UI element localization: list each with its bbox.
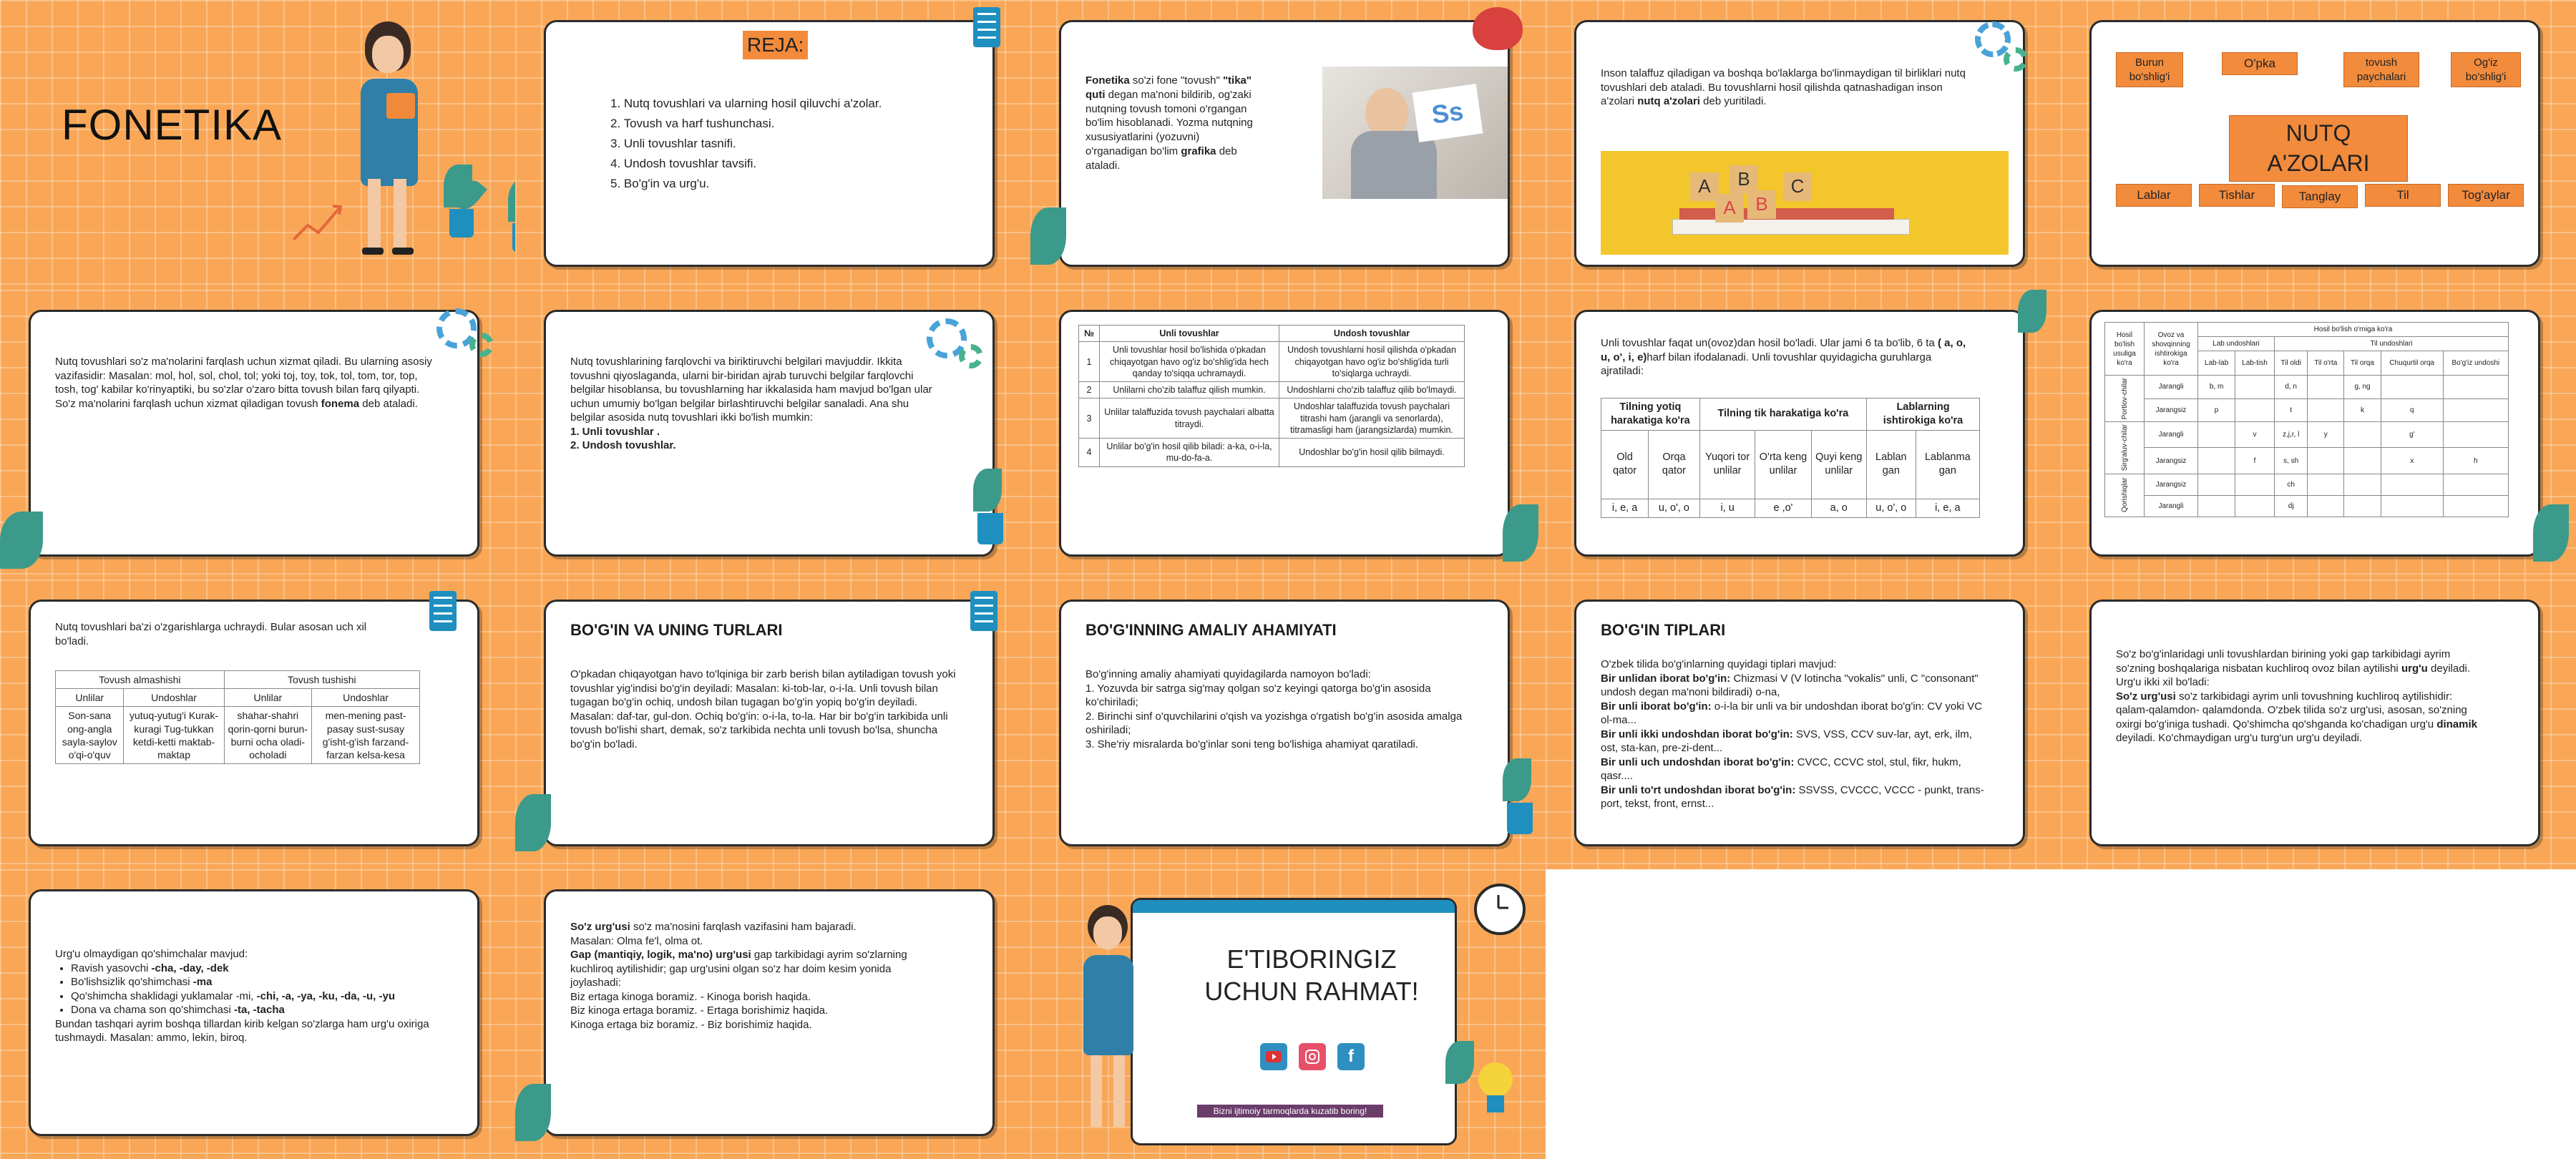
fonetika-definition: Fonetika so'zi fone "tovush" "tika" quti degan ma'noni bildirib, og'zaki nutqning tovush tomoni o'rgangan bo'lim hisoblanadi. Yozma nutqning xususiyatlarini (yozuvni) o'rganadigan bo'lim grafika deb ataladi.	[1085, 74, 1253, 172]
slide-heading: BO'G'IN VA UNING TURLARI	[570, 621, 783, 639]
slide-card	[2089, 20, 2540, 267]
gear-icon	[2004, 47, 2028, 72]
table-row: 1 Unli tovushlar hosil bo'lishida o'pkadan chiqayotgan havo og'iz bo'shlig'ida hech qanday to'siqqa uchramaydi. Undosh tovushlarni hosil qilishda o'pkadan chiqayotgan havo og'iz bo'shlig'ida turli to'siqlarga uchraydi.	[1079, 342, 1465, 382]
thank-you-board	[1131, 898, 1457, 1145]
list-item: • Qo'shimcha shaklidagi yuklamalar -mi, -chi, -a, -ya, -ku, -da, -u, -yu	[71, 989, 456, 1004]
table-header: Undosh tovushlar	[1279, 326, 1465, 342]
slide-card	[2089, 310, 2540, 557]
list-item: • Dona va chama son qo'shimchasi -ta, -tacha	[71, 1003, 456, 1017]
plant-decoration	[1503, 504, 1546, 569]
table-row: 4 Unlilar bo'g'in hosil qilib biladi: a-ka, o-i-la, mu-do-fa-a. Undoshlar bo'g'in hosil qilib bilmaydi.	[1079, 439, 1465, 467]
slide-12[interactable]	[515, 580, 1030, 869]
slide-card	[1574, 20, 2025, 267]
notebook-icon	[429, 591, 457, 631]
slide-17[interactable]	[515, 869, 1030, 1159]
closing-title: E'TIBORINGIZ UCHUN RAHMAT!	[1204, 944, 1419, 1006]
slide-7[interactable]	[515, 290, 1030, 580]
table-header: Lablarning ishtirokiga ko'ra	[1867, 398, 1980, 431]
social-caption: Bizni ijtimoiy tarmoqlarda kuzatib boring!	[1197, 1105, 1383, 1118]
slide-heading: BO'G'IN TIPLARI	[1601, 621, 1726, 639]
vowel-intro: Unli tovushlar faqat un(ovoz)dan hosil bo'ladi. Ular jami 6 ta bo'lib, 6 ta ( a, o, u, o', i, e)harf bilan ifodalanadi. Unli tovushlar quyidagicha guruhlarga ajratiladi:	[1601, 337, 1966, 377]
table-row: Qorishiqlar Jarangsiz ch	[2105, 474, 2509, 495]
practical-text: Bo'g'inning amaliy ahamiyati quyidagilarda namoyon bo'ladi: 1. Yozuvda bir satrga sig'may qolgan so'z keyingi qatorga bo'g'in asosida ko'chiriladi; 2. Birinchi sinf o'quvchilarini o'qish va yozishga o'rgatish bo'g'in asosida amalga oshiriladi; 3. She'riy misralarda bo'g'inlar soni teng bo'lishiga ahamiyat qaratiladi.	[1085, 668, 1463, 750]
agenda-item: 5. Bo'g'in va urg'u.	[610, 177, 710, 190]
teacher-figure	[1066, 898, 1152, 1148]
table-row: Son-sana ong-angla sayla-saylov o'qi-o'quv yutuq-yutug'i Kurak-kuragi Tug-tukkan ketdi-ketti maktab-maktap shahar-shahri qorin-qorni burun-burni ocha oladi-ocholadi men-mening past-pasay sust-susay g'isht-g'ish farzand-farzan kelsa-kesa	[56, 707, 420, 764]
agenda-item: 2. Tovush va harf tushunchasi.	[610, 117, 775, 130]
plant-decoration	[973, 469, 1023, 533]
instagram-icon[interactable]	[1299, 1043, 1326, 1070]
organ-label: Tog'aylar	[2448, 184, 2524, 207]
slide-card	[29, 889, 479, 1136]
syllable-text: O'pkadan chiqayotgan havo to'lqiniga bir zarb berish bilan aytiladigan tovush yoki tovushlar yig'indisi bo'g'in deyiladi: Masalan: ki-tob-lar, o-i-la. Unli tovush bilan tugagan bo'g'in ochiq, undosh bilan tugagan bo'g'in yopiq bo'g'in deyiladi. Masalan: daf-tar, gul-don. Ochiq bo'g'in: o-i-la, to-la. Har bir bo'g'in tarkibida unli tovush bo'lishi shart, demak, so'z tarkibida nechta unli tovush bo'lsa, shuncha bo'g'in bo'ladi.	[570, 668, 956, 750]
brain-icon	[1473, 7, 1523, 50]
slide-card	[1059, 20, 1510, 267]
features-text: Nutq tovushlarining farqlovchi va biriktiruvchi belgilari mavjuddir. Ikkita tovushni qiyoslaganda, ularni bir-biridan ajrab turuvchi belgilar farqlovchi belgilar hisoblansa, bu tovushlarning har ikkalasida ham mavjud bo'lgan ular uchun umumiy bo'lgan belgilar birlashtiruvchi belgilar sanaladi. Ana shu belgilar asosida nutq tovushlari ikki bo'lish mumkin: 1. Unli tovushlar . 2. Undosh tovushlar.	[570, 356, 932, 451]
slide-card	[1574, 310, 2025, 557]
consonant-table: Hosil bo'lish usuliga ko'ra Ovoz va shovqinning ishtirokiga ko'ra Hosil bo'lish o'rniga ko'ra Lab undoshlari Til undoshlari Lab-lab Lab-tish Til oldi Til o'rta Til orqa Chuqurtil orqa Bo'g'iz undoshi Portlov-chilar Jarangli b, m d, n g, ng Jarangsiz p t k q Sirg'aluv-chilar Jarangli v z,j,r, l y g' Jarangsiz f s, sh x h Qorishiqlar Jarangsiz ch Jarangli dj	[2104, 322, 2509, 517]
child-with-card-image	[1322, 67, 1510, 199]
notebook-icon	[970, 591, 997, 631]
suffix-list	[55, 962, 456, 1017]
vowel-consonant-table	[1078, 325, 1465, 467]
list-item: • Ravish yasovchi -cha, -day, -dek	[71, 962, 456, 976]
letter-card: Ss	[1413, 84, 1483, 142]
abc-blocks-image: A B A B C	[1601, 151, 2009, 255]
organ-label: Tishlar	[2199, 184, 2275, 207]
table-header: №	[1079, 326, 1100, 342]
table-row: Sirg'aluv-chilar Jarangli v z,j,r, l y g'	[2105, 422, 2509, 448]
slide-11[interactable]	[0, 580, 515, 869]
chart-arrow-icon	[293, 200, 343, 243]
slide-4[interactable]	[1546, 0, 2061, 290]
notebook-icon	[973, 7, 1000, 47]
vowel-classification-table: Tilning yotiq harakatiga ko'ra Tilning tik harakatiga ko'ra Lablarning ishtirokiga ko'ra Old qator Orqa qator Yuqori tor unlilar O'rta keng unlilar Quyi keng unlilar Lablan gan Lablanma gan i, e, a u, o', o i, u e ,o' a, o u, o', o i, e, a	[1601, 398, 1980, 518]
word-stress-text: So'z urg'usi so'z ma'nosini farqlash vazifasini ham bajaradi. Masalan: Olma fe'l, olma ot. Gap (mantiqiy, logik, ma'no) urg'usi gap tarkibidagi ayrim so'zlarning kuchliroq aytilishidir; gap urg'usini olgan so'z har doim kesim yonida joylashadi: Biz ertaga kinoga boramiz. - Kinoga borish haqida. Biz kinoga ertaga boramiz. - Ertaga borishimiz haqida. Kinoga ertaga biz boramiz. - Biz borishimiz haqida.	[570, 921, 907, 1031]
slide-title: FONETIKA	[62, 101, 283, 149]
youtube-icon[interactable]	[1260, 1043, 1287, 1070]
slide-15[interactable]	[2061, 580, 2576, 869]
agenda-item: 4. Undosh tovushlar tavsifi.	[610, 157, 757, 170]
table-row: Jarangli dj	[2105, 495, 2509, 517]
slide-card	[29, 600, 479, 846]
plant-decoration	[1030, 207, 1080, 272]
clock-icon	[1474, 884, 1526, 935]
organ-label: Og'iz bo'shlig'i	[2451, 52, 2521, 87]
slide-2[interactable]	[515, 0, 1030, 290]
slide-card	[544, 600, 995, 846]
plant-decoration	[1445, 1041, 1496, 1105]
plant-decoration	[1503, 758, 1546, 823]
agenda-item: 1. Nutq tovushlari va ularning hosil qiluvchi a'zolar.	[610, 97, 882, 110]
table-header: Tilning yotiq harakatiga ko'ra	[1601, 398, 1700, 431]
organ-label: Tanglay	[2282, 185, 2358, 208]
table-row: 2 Unlilarni cho'zib talaffuz qilish mumkin. Undoshlarni cho'zib talaffuz qilib bo'lmaydi.	[1079, 382, 1465, 398]
plant-decoration	[0, 512, 50, 576]
table-row: 3 Unlilar talaffuzida tovush paychalari albatta titraydi. Undoshlar talaffuzida tovush paychalari titrashi ham (jarangli va senorlarda), titramasligi ham (jarangsizlarda) mumkin.	[1079, 398, 1465, 439]
sound-changes-table: Tovush almashishi Tovush tushishi Unlilar Undoshlar Unlilar Undoshlar Son-sana ong-angla sayla-saylov o'qi-o'quv yutuq-yutug'i Kurak-kuragi Tug-tukkan ketdi-ketti maktab-maktap shahar-shahri qorin-qorni burun-burni ocha oladi-ocholadi men-mening past-pasay sust-susay g'isht-g'ish farzand-farzan kelsa-kesa	[55, 670, 420, 764]
table-header: Tilning tik harakatiga ko'ra	[1699, 398, 1866, 431]
stress-text: So'z bo'g'inlaridagi unli tovushlardan birining yoki gap tarkibidagi ayrim so'zning boshqalariga nisbatan kuchliroq ovoz bilan aytilishi urg'u deyiladi. Urg'u ikki xil bo'ladi: So'z urg'usi so'z tarkibidagi ayrim unli tovushning kuchliroq aytilishidir: qalam-qalamdon- qalamdonda. O'zbek tilida so'z urg'usi, asosan, so'zning oxirgi bo'g'iniga tushadi. Qo'shimcha qo'shganda ko'chadigan urg'u dinamik deyiladi. Ko'chmaydigan urg'u turg'un urg'u deyiladi.	[2116, 648, 2477, 744]
slide-8[interactable]	[1030, 290, 1546, 580]
slide-1[interactable]	[0, 0, 515, 290]
organ-label: Til	[2365, 184, 2441, 207]
organ-label: Burun bo'shlig'i	[2116, 52, 2183, 87]
plant-decoration	[436, 165, 487, 229]
slide-18[interactable]	[1030, 869, 1546, 1159]
slide-card	[544, 20, 995, 267]
plant-decoration	[508, 179, 515, 243]
table-row: Portlov-chilar Jarangli b, m d, n g, ng	[2105, 376, 2509, 399]
table-row: Jarangsiz p t k q	[2105, 398, 2509, 422]
changes-intro: Nutq tovushlari ba'zi o'zgarishlarga uchraydi. Bular asosan uch xil bo'ladi.	[55, 621, 367, 647]
gear-icon	[959, 344, 983, 368]
slide-heading: BO'G'INNING AMALIY AHAMIYATI	[1085, 621, 1337, 639]
plant-decoration	[2533, 504, 2576, 569]
table-header: Unli tovushlar	[1100, 326, 1279, 342]
phoneme-text: Nutq tovushlari so'z ma'nolarini farqlash uchun xizmat qiladi. Bu ularning asosiy vazifasidir: Masalan: mol, hol, sol, chol, tol; yoki toj, toy, tok, tol, tom, tor, top, tosh, tog' kabilar ko'rinyaptiki, bu so'zlar o'zaro bitta tovush bilan farq qilyapti. So'z ma'nolarini farqlash uchun xizmat qiladigan tovush fonema deb ataladi.	[55, 356, 432, 410]
organ-label: tovush paychalari	[2343, 52, 2419, 87]
slide-card	[544, 310, 995, 557]
slide-card	[1059, 600, 1510, 846]
syllable-types-text: O'zbek tilida bo'g'inlarning quyidagi tiplari mavjud: Bir unlidan iborat bo'g'in: Chizmasi V (V lotincha "vokalis" unli, C "consonant" undosh degan ma'noni bildiradi) o-na, Bir unli iborat bo'g'in: o-i-la bir unli va bir undoshdan iborat bo'g'in: CV yoki VC ol-ma... Bir unli ikki undoshdan iborat bo'g'in: SVS, VSS, CCV suv-lar, ayt, erk, ilm, ost, sta-kan, pre-zi-dent... Bir unli uch undoshdan iborat bo'g'in: CVCC, CCVC stol, stul, fikr, hukm, qasr.... Bir unli to'rt undoshdan iborat bo'g'in: SSVSS, CVCCC, VCCC - punkt, trans-port, tekst, front, ernst...	[1601, 658, 1984, 810]
slide-heading: REJA:	[743, 31, 808, 59]
gear-icon	[469, 333, 494, 357]
slide-5[interactable]	[2061, 0, 2576, 290]
table-row: Jarangsiz f s, sh x h	[2105, 448, 2509, 474]
slide-card	[544, 889, 995, 1136]
plant-decoration	[2018, 290, 2061, 354]
center-title: NUTQ A'ZOLARI	[2229, 115, 2408, 182]
slide-6[interactable]	[0, 290, 515, 580]
speech-organs-text: Inson talaffuz qiladigan va boshqa bo'laklarga bo'linmaydigan til birliklari nutq tovushlari deb ataladi. Bu tovushlarni hosil qilishda qatnashadigan inson a'zolari nutq a'zolari deb yuritiladi.	[1601, 67, 1966, 107]
slide-13[interactable]	[1030, 580, 1546, 869]
slide-9[interactable]	[1546, 290, 2061, 580]
unstressed-suffixes-text: Urg'u olmaydigan qo'shimchalar mavjud: • Ravish yasovchi -cha, -day, -dek • Bo'lishsizlik qo'shimchasi -ma • Qo'shimcha shaklidagi yuklamalar -mi, -chi, -a, -ya, -ku, -da, -u, -yu • Dona va chama son qo'shimchasi -ta, -tacha Bundan tashqari ayrim boshqa tillardan kirib kelgan so'zlarga ham urg'u oxiriga tushmaydi. Masalan: ammo, lekin, biroq.	[55, 947, 456, 1045]
table-row: i, e, a u, o', o i, u e ,o' a, o u, o', o i, e, a	[1601, 499, 1980, 517]
agenda-list	[610, 94, 882, 194]
facebook-icon[interactable]: f	[1337, 1043, 1365, 1070]
organ-label: Lablar	[2116, 184, 2192, 207]
slide-card	[1059, 310, 1510, 557]
agenda-item: 3. Unli tovushlar tasnifi.	[610, 137, 736, 150]
slide-14[interactable]	[1546, 580, 2061, 869]
slide-card	[29, 310, 479, 557]
slide-card	[1574, 600, 2025, 846]
organ-label: O'pka	[2222, 52, 2298, 75]
plant-decoration	[515, 794, 565, 859]
slide-10[interactable]	[2061, 290, 2576, 580]
slide-16[interactable]	[0, 869, 515, 1159]
slide-card	[2089, 600, 2540, 846]
plant-decoration	[515, 1084, 565, 1148]
list-item: • Bo'lishsizlik qo'shimchasi -ma	[71, 975, 456, 989]
slide-3[interactable]	[1030, 0, 1546, 290]
